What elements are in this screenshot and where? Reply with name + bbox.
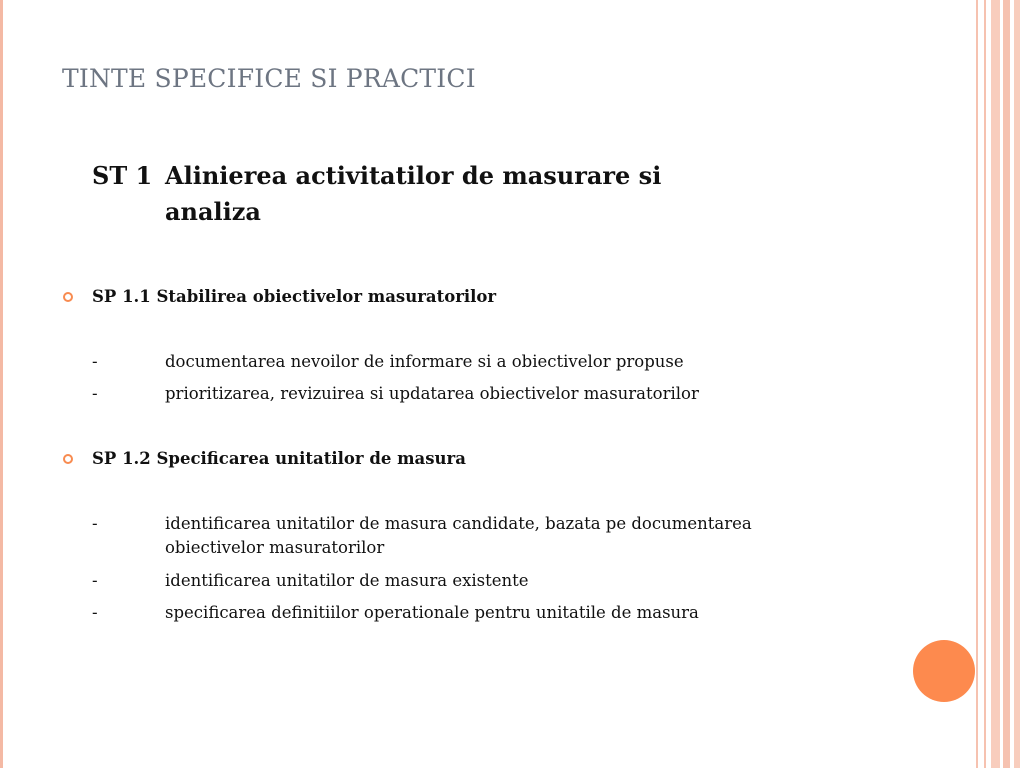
practice-heading-text: SP 1.1 Stabilirea obiectivelor masuratorilor (92, 287, 497, 306)
list-item (92, 512, 832, 560)
slide-title: TINTE SPECIFICE SI PRACTICI (62, 64, 476, 93)
list-item (92, 601, 832, 625)
right-stripes-decoration (976, 0, 1024, 768)
bullet-circle-icon (63, 292, 73, 302)
dash-marker: - (92, 514, 98, 533)
dash-marker: - (92, 384, 98, 403)
practice-heading (92, 449, 466, 468)
section-number: ST 1 (92, 161, 153, 190)
practice-heading (92, 287, 496, 306)
decorative-circle (913, 640, 975, 702)
list-item-text: prioritizarea, revizuirea si updatarea obiectivelor masuratorilor (165, 384, 699, 403)
practice-heading-text: SP 1.2 Specificarea unitatilor de masura (92, 449, 466, 468)
stripe (976, 0, 978, 768)
dash-marker: - (92, 571, 98, 590)
list-item-text: documentarea nevoilor de informare si a obiectivelor propuse (165, 352, 684, 371)
stripe (991, 0, 1000, 768)
list-item (92, 350, 832, 374)
stripe (1014, 0, 1020, 768)
section-title-line2: analiza (165, 197, 261, 226)
list-item (92, 382, 832, 406)
stripe (984, 0, 986, 768)
section-heading (92, 158, 792, 230)
stripe (1003, 0, 1010, 768)
list-item-text: identificarea unitatilor de masura candidate, bazata pe documentarea obiectivelor masuratorilor (165, 514, 752, 557)
bullet-circle-icon (63, 454, 73, 464)
dash-marker: - (92, 352, 98, 371)
list-item (92, 569, 832, 593)
section-title-line1: Alinierea activitatilor de masurare si (165, 161, 662, 190)
list-item-text: specificarea definitiilor operationale pentru unitatile de masura (165, 603, 699, 622)
left-border-decoration (0, 0, 3, 768)
dash-marker: - (92, 603, 98, 622)
list-item-text: identificarea unitatilor de masura existente (165, 571, 529, 590)
